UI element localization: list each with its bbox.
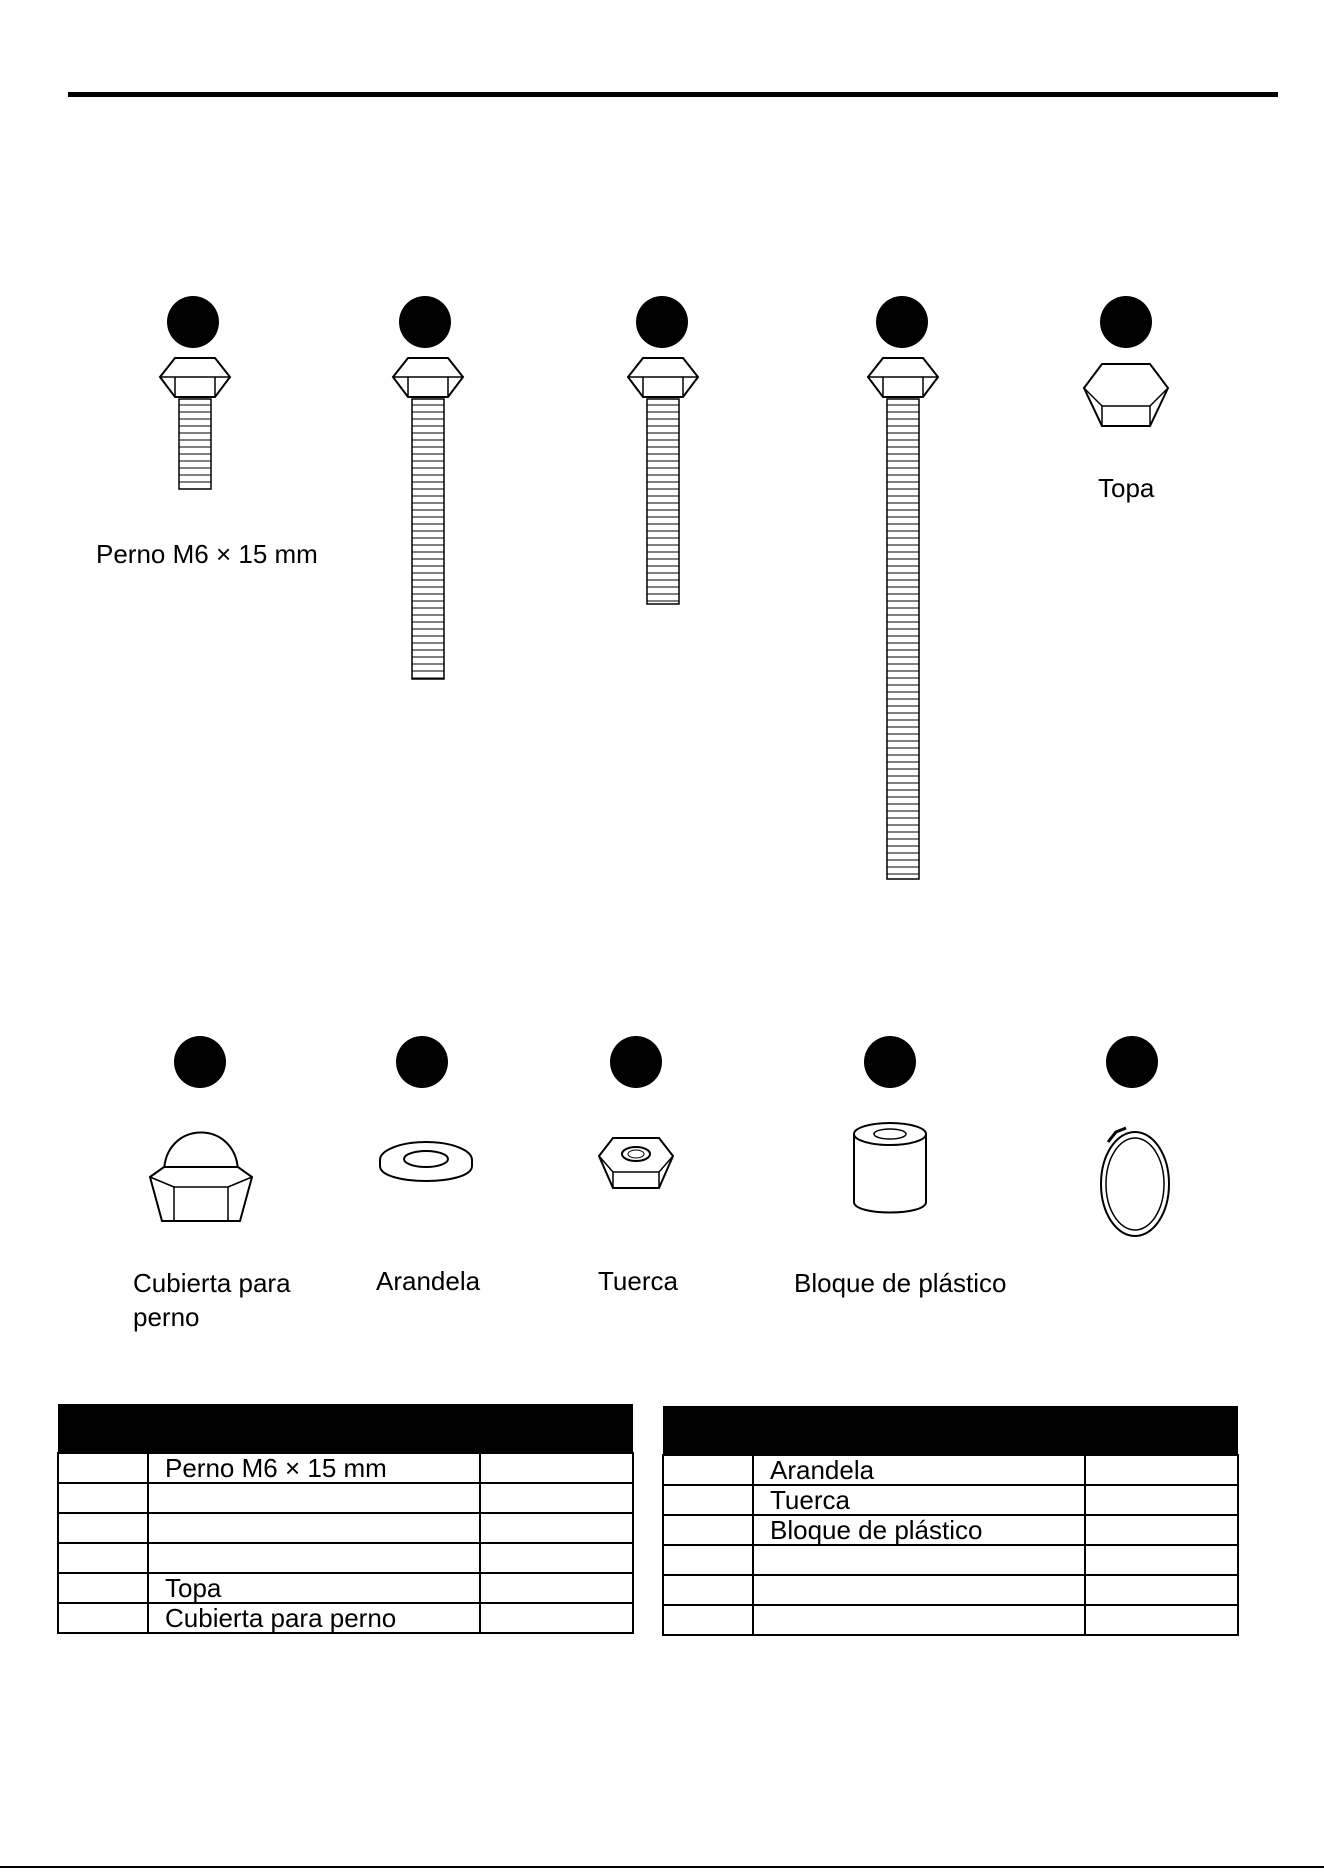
cell-number (663, 1485, 753, 1515)
label-cubierta: Cubierta para perno (133, 1268, 291, 1332)
cell-number (58, 1603, 148, 1633)
cell-qty (1085, 1485, 1238, 1515)
part-marker-2 (399, 296, 451, 348)
cell-name (753, 1605, 1085, 1635)
cell-number (58, 1573, 148, 1603)
cell-name: Cubierta para perno (148, 1603, 480, 1633)
cell-qty (1085, 1575, 1238, 1605)
cell-name (753, 1545, 1085, 1575)
cell-number (663, 1575, 753, 1605)
table-row (58, 1543, 633, 1573)
cell-number (58, 1543, 148, 1573)
cell-number (663, 1515, 753, 1545)
ring-icon (1094, 1122, 1174, 1242)
cell-qty (1085, 1545, 1238, 1575)
table-row (663, 1605, 1238, 1635)
label-topa: Topa (1098, 473, 1155, 503)
washer-icon (376, 1138, 476, 1188)
cell-number (663, 1605, 753, 1635)
table-row (663, 1575, 1238, 1605)
part-marker-5 (1100, 296, 1152, 348)
cell-number (663, 1455, 753, 1485)
plastic-block-icon (850, 1120, 930, 1218)
cell-number (58, 1453, 148, 1483)
bolt-medium-icon (623, 355, 703, 610)
table-row (663, 1455, 1238, 1485)
cell-name: Arandela (753, 1455, 1085, 1485)
table-row (58, 1573, 633, 1603)
part-marker-10 (1106, 1036, 1158, 1088)
table-row (58, 1453, 633, 1483)
part-marker-7 (396, 1036, 448, 1088)
cell-qty (480, 1453, 633, 1483)
cell-name: Perno M6 × 15 mm (148, 1453, 480, 1483)
table-header-cell (663, 1406, 1238, 1455)
cell-name (148, 1513, 480, 1543)
parts-table-right (662, 1406, 1239, 1636)
cell-qty (1085, 1605, 1238, 1635)
parts-table-left (57, 1404, 634, 1634)
cell-name: Topa (148, 1573, 480, 1603)
hex-nut-icon (596, 1132, 676, 1194)
cell-qty (480, 1543, 633, 1573)
part-marker-9 (864, 1036, 916, 1088)
label-tuerca: Tuerca (598, 1266, 678, 1296)
bolt-long-icon (388, 355, 468, 685)
label-bloque: Bloque de plástico (794, 1268, 1007, 1298)
table-row (663, 1545, 1238, 1575)
part-marker-4 (876, 296, 928, 348)
table-header-cell (58, 1404, 633, 1453)
part-marker-8 (610, 1036, 662, 1088)
part-marker-3 (636, 296, 688, 348)
cell-name (148, 1543, 480, 1573)
bolt-extra-long-icon (863, 355, 943, 885)
cell-number (663, 1545, 753, 1575)
cap-nut-icon (146, 1125, 256, 1225)
table-row (58, 1603, 633, 1633)
table-row (663, 1515, 1238, 1545)
table-header (663, 1406, 1238, 1455)
label-arandela: Arandela (376, 1266, 481, 1296)
header-rule (68, 92, 1278, 97)
cell-qty (480, 1573, 633, 1603)
part-marker-6 (174, 1036, 226, 1088)
cell-name: Tuerca (753, 1485, 1085, 1515)
label-perno: Perno M6 × 15 mm (96, 539, 318, 569)
cell-number (58, 1483, 148, 1513)
cell-qty (480, 1483, 633, 1513)
table-row (58, 1483, 633, 1513)
cell-name: Bloque de plástico (753, 1515, 1085, 1545)
cell-qty (1085, 1515, 1238, 1545)
cell-number (58, 1513, 148, 1543)
table-row (663, 1485, 1238, 1515)
part-marker-1 (167, 296, 219, 348)
stopper-icon (1080, 360, 1172, 432)
cell-name (148, 1483, 480, 1513)
table-header (58, 1404, 633, 1453)
cell-qty (1085, 1455, 1238, 1485)
cell-qty (480, 1513, 633, 1543)
bolt-short-icon (155, 355, 235, 495)
footer-rule (0, 1866, 1324, 1868)
table-row (58, 1513, 633, 1543)
cell-qty (480, 1603, 633, 1633)
cell-name (753, 1575, 1085, 1605)
